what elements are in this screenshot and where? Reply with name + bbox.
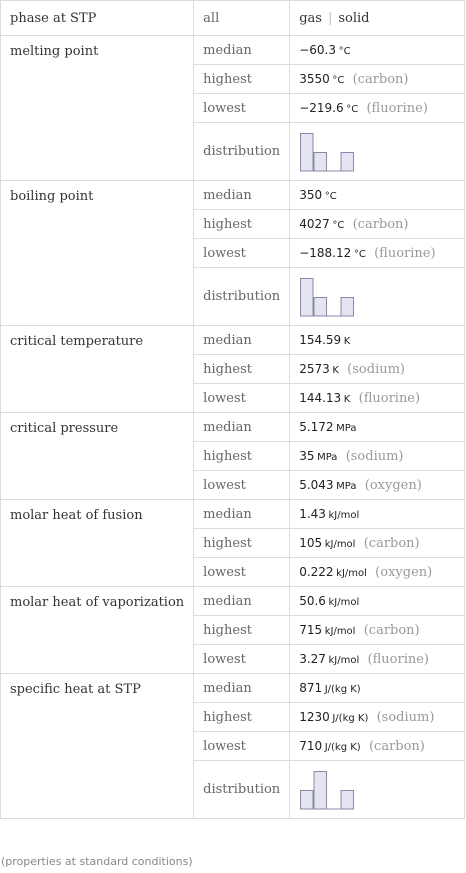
- stat-label: lowest: [194, 558, 290, 587]
- stat-unit: J/(kg K): [332, 712, 369, 724]
- stat-note: (carbon): [352, 71, 409, 87]
- stat-value-cell: [290, 674, 465, 703]
- stat-unit: MPa: [336, 480, 357, 492]
- stat-label: lowest: [194, 471, 290, 500]
- stat-note: (carbon): [363, 622, 420, 638]
- stat-unit: kJ/mol: [328, 654, 360, 666]
- stat-value-cell: [290, 65, 465, 94]
- stat-value: 715: [299, 622, 323, 637]
- stat-unit: K: [332, 364, 339, 376]
- stat-label: lowest: [194, 645, 290, 674]
- stat-unit: K: [343, 335, 351, 347]
- table-row: [1, 36, 465, 65]
- property-name: molar heat of fusion: [1, 500, 194, 587]
- stat-value: −219.6: [299, 100, 344, 115]
- stat-value: 154.59: [299, 332, 342, 347]
- stat-unit: °C: [324, 190, 337, 202]
- stat-label: highest: [194, 703, 290, 732]
- header-label: phase at STP: [1, 1, 194, 36]
- stat-label: highest: [194, 210, 290, 239]
- stat-value: 871: [299, 680, 323, 695]
- stat-note: (fluorine): [367, 651, 429, 667]
- stat-unit: kJ/mol: [324, 625, 356, 637]
- stat-label: median: [194, 674, 290, 703]
- property-name: molar heat of vaporization: [1, 587, 194, 674]
- stat-unit: °C: [332, 74, 345, 86]
- stat-note: (sodium): [376, 709, 435, 725]
- stat-unit: kJ/mol: [324, 538, 356, 550]
- histogram-bar: [341, 152, 354, 171]
- histogram-bar: [341, 790, 354, 809]
- stat-value: 144.13: [299, 390, 342, 405]
- stat-note: (fluorine): [366, 100, 428, 116]
- stat-unit: °C: [332, 219, 345, 231]
- stat-value-cell: [290, 500, 465, 529]
- histogram-bar: [314, 152, 327, 171]
- histogram-bar: [301, 133, 314, 171]
- distribution-cell: [290, 761, 465, 819]
- footer-note: (properties at standard conditions): [1, 855, 193, 868]
- distribution-histogram: [299, 276, 369, 318]
- stat-value-cell: [290, 471, 465, 500]
- stat-value-cell: [290, 210, 465, 239]
- table-row: [1, 500, 465, 529]
- stat-value: 5.043: [299, 477, 334, 492]
- stat-value: 350: [299, 187, 323, 202]
- stat-note: (carbon): [363, 535, 420, 551]
- stat-unit: kJ/mol: [328, 509, 360, 521]
- stat-label: median: [194, 36, 290, 65]
- header-all: all: [194, 1, 290, 36]
- property-name: boiling point: [1, 181, 194, 326]
- stat-label: median: [194, 326, 290, 355]
- stat-note: (fluorine): [374, 245, 436, 261]
- distribution-label: distribution: [194, 761, 290, 819]
- phase-gas: gas: [299, 10, 322, 26]
- stat-value: 3.27: [299, 651, 326, 666]
- stat-label: median: [194, 181, 290, 210]
- stat-value-cell: [290, 645, 465, 674]
- histogram-bar: [301, 278, 314, 316]
- stat-label: lowest: [194, 732, 290, 761]
- stat-label: highest: [194, 616, 290, 645]
- stat-label: highest: [194, 355, 290, 384]
- stat-note: (oxygen): [364, 477, 422, 493]
- stat-value: −188.12: [299, 245, 352, 260]
- stat-value: 2573: [299, 361, 330, 376]
- stat-value-cell: [290, 355, 465, 384]
- stat-value-cell: [290, 558, 465, 587]
- stat-label: lowest: [194, 384, 290, 413]
- stat-unit: MPa: [336, 422, 357, 434]
- distribution-cell: [290, 268, 465, 326]
- stat-unit: J/(kg K): [324, 683, 361, 695]
- phase-solid: solid: [338, 10, 370, 26]
- histogram-bar: [341, 297, 354, 316]
- stat-unit: kJ/mol: [328, 596, 360, 608]
- stat-value: 35: [299, 448, 315, 463]
- stat-note: (oxygen): [375, 564, 433, 580]
- stat-value-cell: [290, 442, 465, 471]
- stat-value-cell: [290, 616, 465, 645]
- stat-unit: MPa: [317, 451, 338, 463]
- distribution-cell: [290, 123, 465, 181]
- stat-value: 3550: [299, 71, 330, 86]
- stat-unit: °C: [338, 45, 351, 57]
- histogram-bar: [314, 771, 327, 809]
- stat-label: highest: [194, 529, 290, 558]
- distribution-histogram: [299, 131, 369, 173]
- table-row: [1, 326, 465, 355]
- stat-value: 710: [299, 738, 323, 753]
- property-name: critical temperature: [1, 326, 194, 413]
- table-row: [1, 181, 465, 210]
- property-name: specific heat at STP: [1, 674, 194, 819]
- stat-value: 5.172: [299, 419, 334, 434]
- stat-note: (carbon): [368, 738, 425, 754]
- stat-unit: °C: [353, 248, 366, 260]
- histogram-bar: [301, 790, 314, 809]
- stat-value-cell: [290, 326, 465, 355]
- stat-value-cell: [290, 94, 465, 123]
- stat-note: (carbon): [352, 216, 409, 232]
- stat-value-cell: [290, 529, 465, 558]
- stat-value-cell: [290, 703, 465, 732]
- property-name: melting point: [1, 36, 194, 181]
- table-row: [1, 413, 465, 442]
- stat-value-cell: [290, 732, 465, 761]
- stat-value-cell: [290, 587, 465, 616]
- stat-value-cell: [290, 413, 465, 442]
- stat-label: lowest: [194, 94, 290, 123]
- stat-unit: °C: [346, 103, 359, 115]
- distribution-label: distribution: [194, 123, 290, 181]
- property-name: critical pressure: [1, 413, 194, 500]
- stat-value: 105: [299, 535, 323, 550]
- stat-label: highest: [194, 65, 290, 94]
- stat-value-cell: [290, 384, 465, 413]
- distribution-histogram: [299, 769, 369, 811]
- table-row: [1, 587, 465, 616]
- distribution-label: distribution: [194, 268, 290, 326]
- stat-note: (sodium): [345, 448, 404, 464]
- stat-unit: J/(kg K): [324, 741, 361, 753]
- stat-value-cell: [290, 239, 465, 268]
- stat-note: (sodium): [347, 361, 405, 377]
- stat-unit: K: [343, 393, 351, 405]
- histogram-bar: [314, 297, 327, 316]
- stat-value: 50.6: [299, 593, 326, 608]
- phase-separator: |: [327, 10, 333, 26]
- header-phase: [290, 1, 465, 36]
- stat-label: median: [194, 413, 290, 442]
- stat-value: 4027: [299, 216, 330, 231]
- stat-note: (fluorine): [358, 390, 421, 406]
- stat-value-cell: [290, 36, 465, 65]
- stat-label: lowest: [194, 239, 290, 268]
- stat-label: highest: [194, 442, 290, 471]
- stat-label: median: [194, 500, 290, 529]
- stat-value: 1.43: [299, 506, 326, 521]
- stat-unit: kJ/mol: [336, 567, 367, 579]
- stat-label: median: [194, 587, 290, 616]
- stat-value: 0.222: [299, 564, 334, 579]
- table-row: [1, 674, 465, 703]
- stat-value-cell: [290, 181, 465, 210]
- table-header-row: [1, 1, 465, 36]
- stat-value: −60.3: [299, 42, 336, 57]
- stat-value: 1230: [299, 709, 330, 724]
